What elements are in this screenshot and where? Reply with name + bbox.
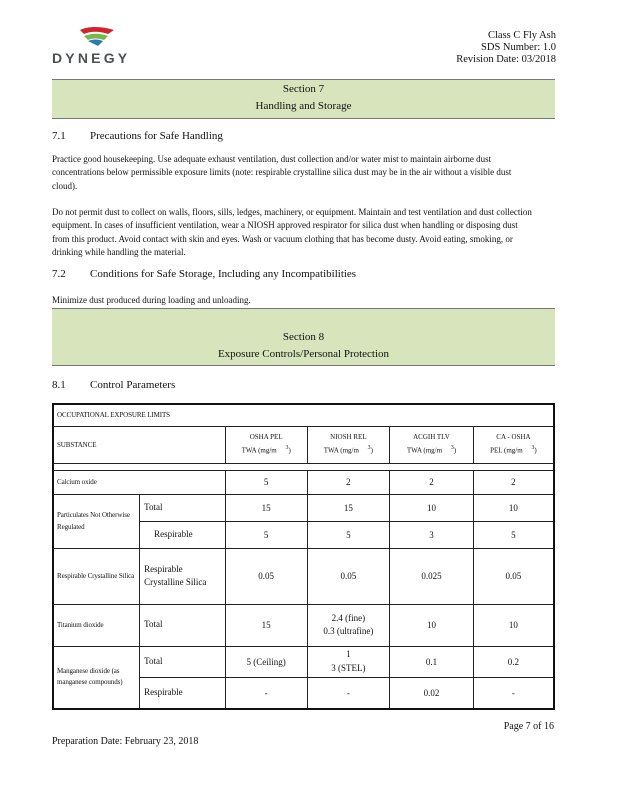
section-7-number: Section 7 — [282, 83, 325, 95]
table-cell: 15 — [307, 494, 390, 521]
ca-osha-header: CA - OSHA PEL (mg/m $^3$) — [473, 426, 554, 463]
table-cell: 2 — [307, 470, 390, 494]
substance-name: Titanium dioxide — [53, 604, 140, 646]
subsection-number: 7.2 — [52, 268, 66, 280]
table-cell: 0.2 — [473, 646, 554, 677]
table-title-row — [53, 404, 554, 426]
exposure-limits-table — [52, 403, 555, 710]
table-cell: 0.05 — [307, 548, 390, 604]
table-cell: 5 — [225, 470, 307, 494]
table-cell: Total — [140, 494, 226, 521]
osha-pel-header: OSHA PEL TWA (mg/m $^3$) — [225, 426, 307, 463]
table-cell: 10 — [390, 494, 474, 521]
table-cell: 0.05 — [473, 548, 554, 604]
company-logo — [52, 26, 142, 68]
document-header-info — [456, 30, 556, 66]
table-row — [53, 548, 554, 604]
subsection-7-1 — [52, 130, 223, 142]
table-cell: Respirable Crystalline Silica — [140, 548, 226, 604]
table-cell: 0.1 — [390, 646, 474, 677]
table-cell: - — [225, 677, 307, 709]
section-8-banner — [52, 308, 555, 366]
table-row — [53, 494, 554, 521]
table-cell: Total — [140, 604, 226, 646]
table-cell: 15 — [225, 494, 307, 521]
sds-number: SDS Number: 1.0 — [481, 42, 556, 53]
table-cell: 2.4 (fine) 0.3 (ultrafine) — [307, 604, 390, 646]
section-8-title: Exposure Controls/Personal Protection — [217, 348, 390, 360]
table-cell: 5 (Ceiling) — [225, 646, 307, 677]
table-row — [53, 470, 554, 494]
table-cell: - — [307, 677, 390, 709]
paragraph-dust-control: Do not permit dust to collect on walls, floors, sills, ledges, machinery, or equipment. Maintain and test ventilation and dust collection equipment. In cases of insufficient ventilation, wear a NIOSH approved respirator for silica dust when handling or disposing dust from this product. Avoid contact with skin and eyes. Wash or vacuum clothing that has become dusty. Avoid eating, smoking, or drinking while handling the material. — [52, 207, 532, 257]
table-title: OCCUPATIONAL EXPOSURE LIMITS — [53, 404, 554, 426]
table-cell: 2 — [390, 470, 474, 494]
table-cell: 3 — [390, 521, 474, 548]
niosh-rel-header: NIOSH REL TWA (mg/m $^3$) — [307, 426, 390, 463]
table-cell: 15 — [225, 604, 307, 646]
product-name: Class C Fly Ash — [488, 30, 556, 41]
paragraph-housekeeping: Practice good housekeeping. Use adequate exhaust ventilation, dust collection and/or water mist to maintain airborne dust concentrations below permissible exposure limits (note: respirable crystalline silica dust may be in the air without a visible dust cloud). — [52, 154, 512, 191]
paragraph-storage: Minimize dust produced during loading and unloading. — [52, 295, 251, 305]
table-cell: 2 — [473, 470, 554, 494]
table-row — [53, 604, 554, 646]
section-7-title: Handling and Storage — [255, 100, 352, 112]
table-cell: 10 — [473, 604, 554, 646]
subsection-title: Control Parameters — [90, 379, 176, 391]
subsection-number: 7.1 — [52, 130, 66, 142]
section-7-banner — [52, 79, 555, 119]
table-cell: - — [473, 677, 554, 709]
acgih-tlv-header: ACGIH TLV TWA (mg/m $^3$) — [390, 426, 474, 463]
substance-name: Particulates Not Otherwise Regulated — [53, 494, 140, 548]
substance-name: Manganese dioxide (as manganese compounds) — [53, 646, 140, 709]
table-cell: 0.05 — [225, 548, 307, 604]
table-cell: 5 — [473, 521, 554, 548]
table-cell: 10 — [473, 494, 554, 521]
substance-header: SUBSTANCE — [53, 426, 225, 463]
table-cell: 5 — [225, 521, 307, 548]
subsection-title: Conditions for Safe Storage, Including any Incompatibilities — [90, 268, 357, 280]
subsection-title: Precautions for Safe Handling — [90, 130, 223, 142]
table-cell: 0.025 — [390, 548, 474, 604]
substance-name: Respirable Crystalline Silica — [53, 548, 140, 604]
logo-wordmark: DYNEGY — [52, 50, 131, 66]
subsection-number: 8.1 — [52, 379, 66, 391]
table-cell: Total — [140, 646, 226, 677]
table-cell: 0.02 — [390, 677, 474, 709]
subsection-7-2 — [52, 268, 356, 280]
preparation-date: Preparation Date: February 23, 2018 — [52, 736, 199, 747]
table-cell: Respirable — [140, 677, 226, 709]
table-cell: 10 — [390, 604, 474, 646]
subsection-8-1 — [52, 379, 175, 391]
table-cell: Respirable — [140, 521, 226, 548]
dynegy-logo-icon — [78, 26, 116, 48]
table-cell: 5 — [307, 521, 390, 548]
table-header-row — [53, 426, 554, 463]
section-8-number: Section 8 — [282, 331, 325, 343]
page-number: Page 7 of 16 — [503, 721, 554, 732]
table-row — [53, 646, 554, 677]
substance-name: Calcium oxide — [53, 470, 225, 494]
revision-date: Revision Date: 03/2018 — [456, 54, 556, 65]
table-spacer-row — [53, 463, 554, 470]
table-cell: 1 3 (STEL) — [307, 646, 390, 677]
